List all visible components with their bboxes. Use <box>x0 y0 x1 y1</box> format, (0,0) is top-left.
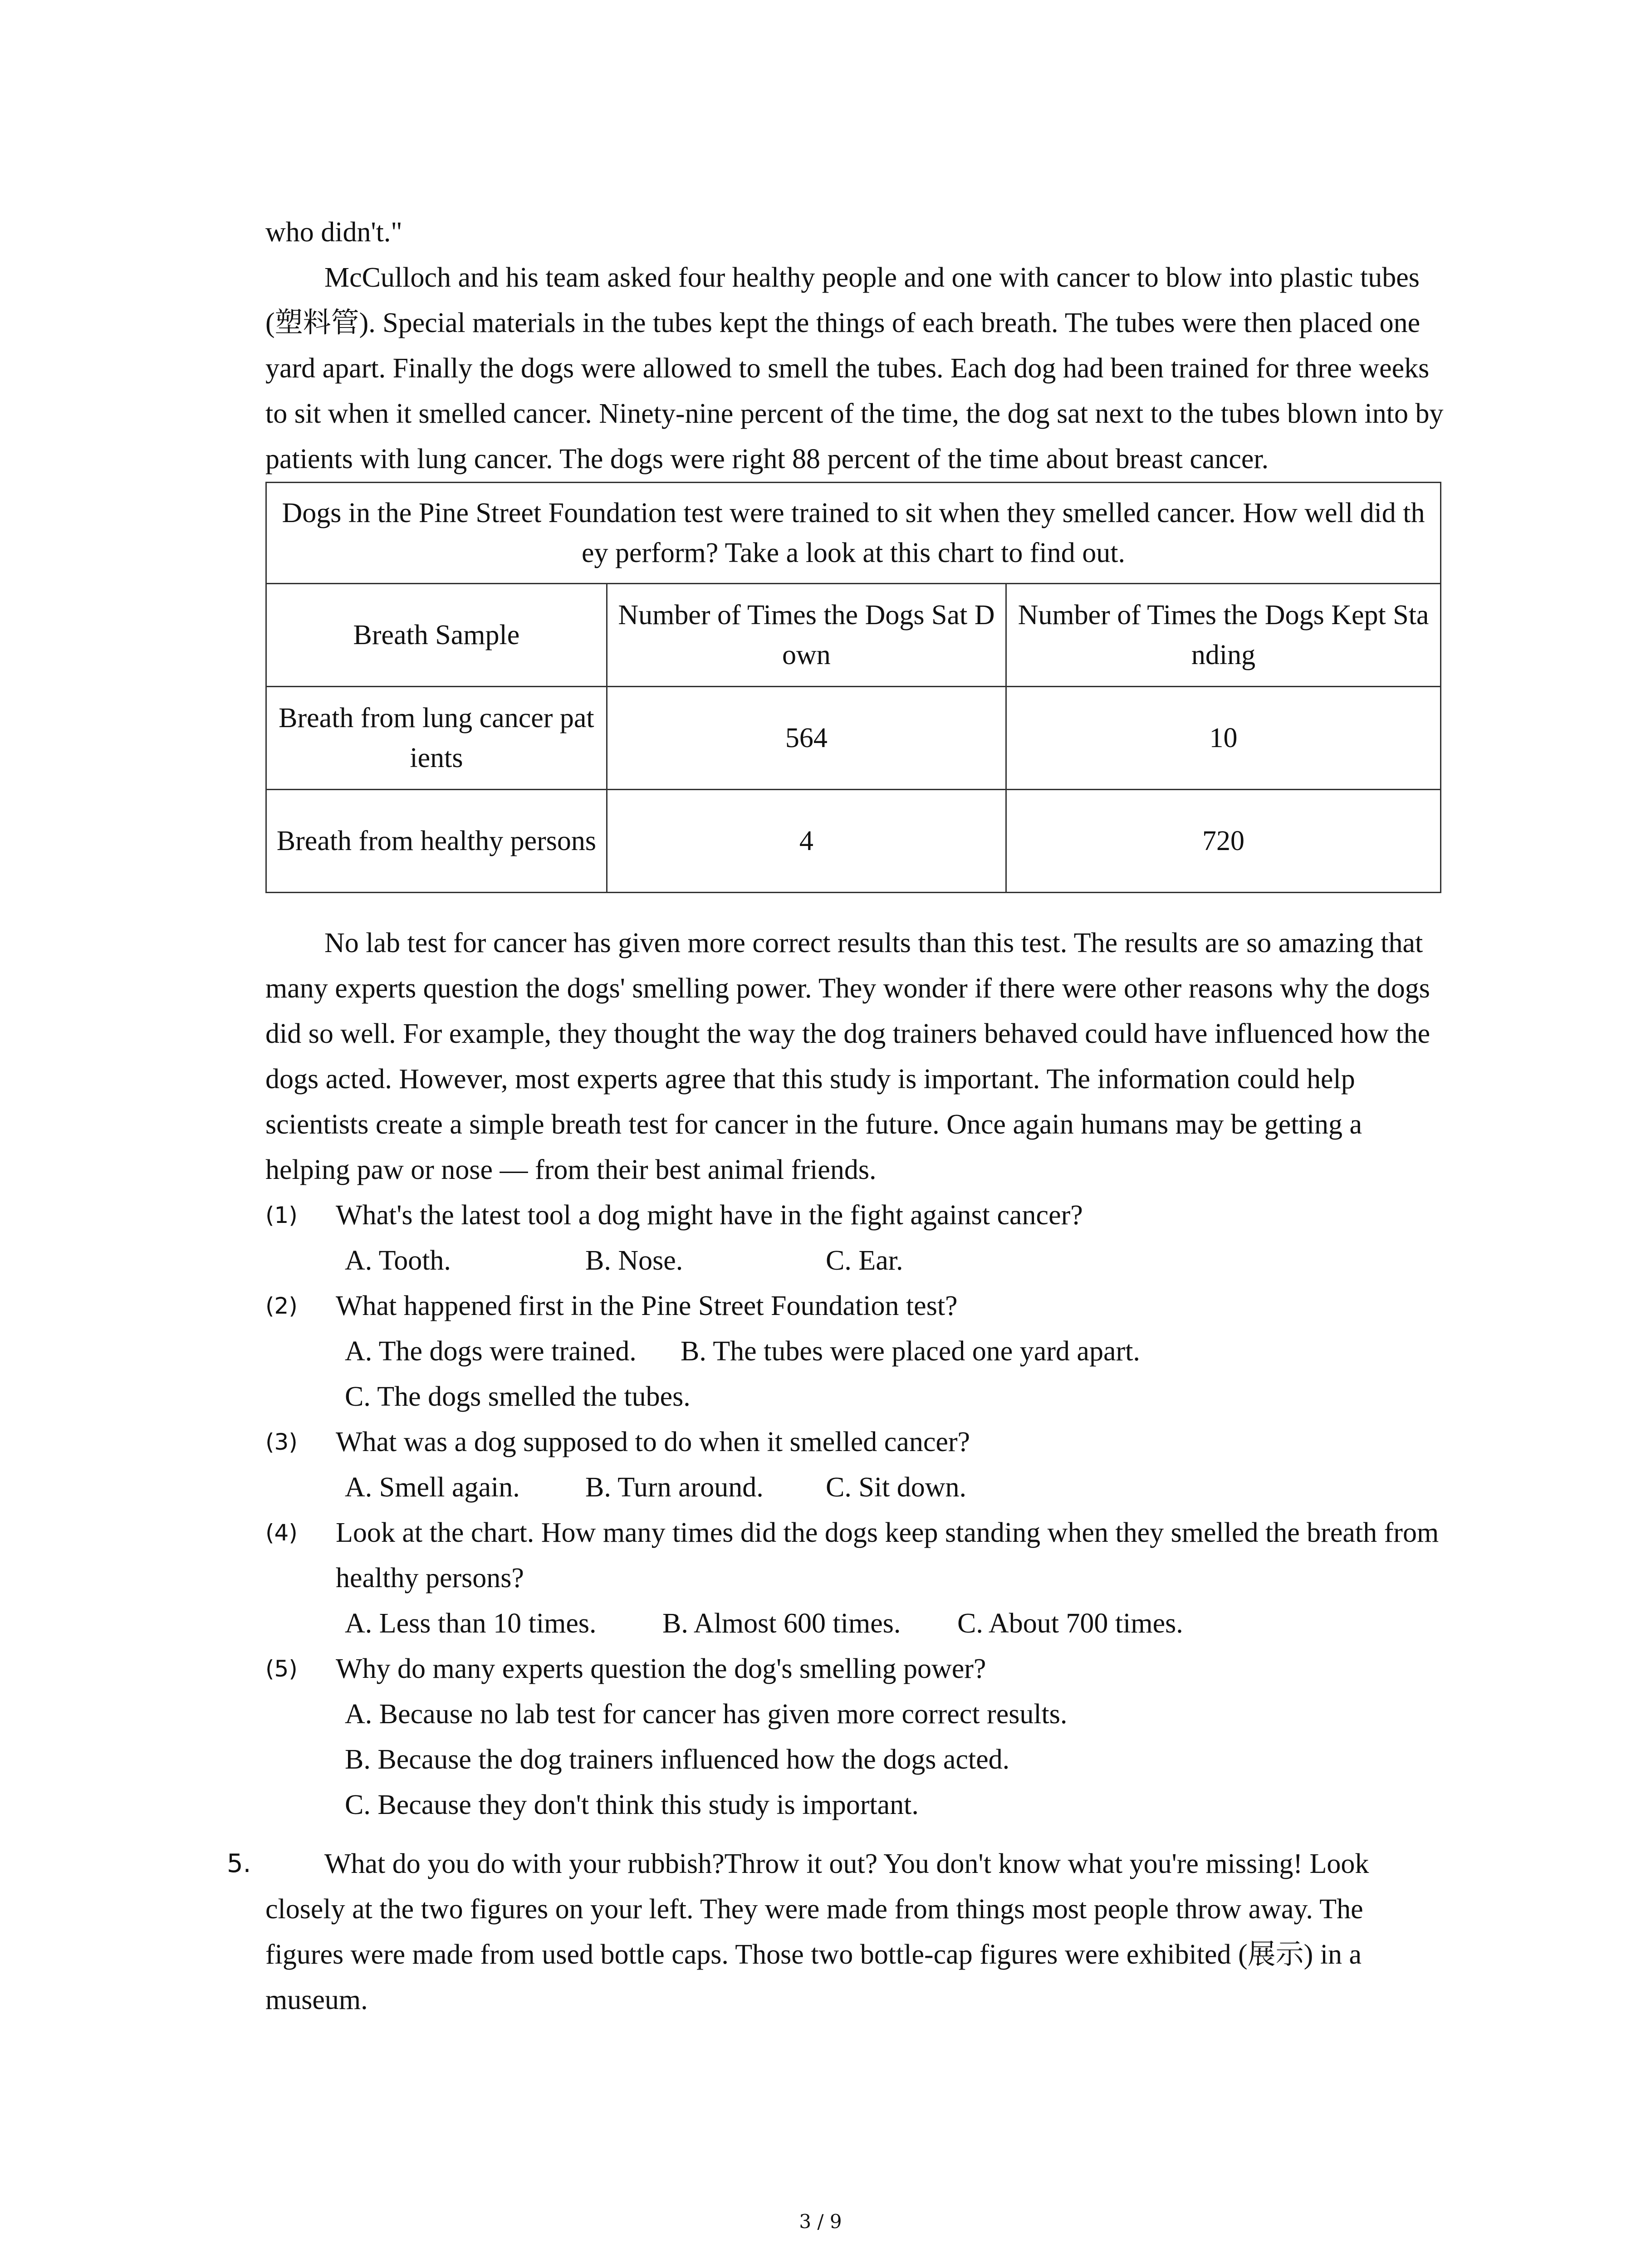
table-row <box>266 790 1441 893</box>
option-a: A. Smell again. <box>345 1472 520 1503</box>
option-b: B. Nose. <box>585 1245 683 1276</box>
paragraph-mcculloch: McCulloch and his team asked four healthy people and one with cancer to blow into plastic tubes (塑料管). Special materials in the tubes kept the things of each breath. The tubes were then placed one yard apart. Finally the dogs were allowed to smell the tubes. Each dog had been trained for three weeks to sit when it smelled cancer. Ninety-nine percent of the time, the dog sat next to the tubes blown into by patients with lung cancer. The dogs were right 88 percent of the time about breast cancer. <box>265 262 1444 474</box>
header-kept-standing: Number of Times the Dogs Kept Standing <box>1006 584 1441 687</box>
question-2-options <box>265 1329 1445 1374</box>
cell-sample: Breath from healthy persons <box>266 790 607 893</box>
question-number: (2) <box>265 1293 298 1319</box>
question-text: What was a dog supposed to do when it smelled cancer? <box>336 1427 970 1457</box>
results-table <box>265 482 1441 893</box>
cell-sat-down: 4 <box>607 790 1006 893</box>
question-2-option-c-line <box>265 1374 1445 1419</box>
option-b: B. Because the dog trainers influenced how the dogs acted. <box>345 1744 1010 1775</box>
page-number: 3 / 9 <box>799 2210 842 2233</box>
question-3-options <box>265 1465 1445 1510</box>
option-b: B. Turn around. <box>585 1472 764 1503</box>
option-a: A. The dogs were trained. <box>345 1336 637 1367</box>
cell-kept-standing: 720 <box>1006 790 1441 893</box>
option-c: C. About 700 times. <box>957 1608 1183 1639</box>
paragraph-results: No lab test for cancer has given more correct results than this test. The results are so amazing that many experts question the dogs' smelling power. They wonder if there were other reasons why the dogs did so well. For example, they thought the way the dog trainers behaved could have influenced how the dogs acted. However, most experts agree that this study is important. The information could help scientists create a simple breath test for cancer in the future. Once again humans may be getting a helping paw or nose — from their best animal friends. <box>265 928 1430 1185</box>
option-c: C. The dogs smelled the tubes. <box>345 1381 691 1412</box>
intro-tail: who didn't." <box>265 217 402 248</box>
question-number: (3) <box>265 1429 298 1455</box>
question-text: Why do many experts question the dog's smelling power? <box>336 1653 986 1684</box>
table-caption: Dogs in the Pine Street Foundation test were trained to sit when they smelled cancer. How well did they perform? Take a look at this chart to find out. <box>266 483 1441 584</box>
header-breath-sample: Breath Sample <box>266 584 607 687</box>
option-a: A. Tooth. <box>345 1245 451 1276</box>
header-sat-down: Number of Times the Dogs Sat Down <box>607 584 1006 687</box>
question-1 <box>265 1193 1445 1238</box>
question-1-options <box>265 1238 1445 1283</box>
option-b: B. Almost 600 times. <box>662 1608 901 1639</box>
question-text: What's the latest tool a dog might have in the fight against cancer? <box>336 1200 1083 1231</box>
question-4-options <box>265 1601 1445 1646</box>
option-b: B. The tubes were placed one yard apart. <box>681 1336 1140 1367</box>
passage-5-text: What do you do with your rubbish?Throw it out? You don't know what you're missing! Look closely at the two figures on your left. They were made from things most people throw away. The figures were made from used bottle caps. Those two bottle-cap figures were exhibited (展示) in a museum. <box>265 1848 1369 2015</box>
option-c: C. Ear. <box>826 1245 903 1276</box>
cell-sat-down: 564 <box>607 687 1006 790</box>
question-text: What happened first in the Pine Street Foundation test? <box>336 1290 958 1321</box>
cell-sample: Breath from lung cancer patients <box>266 687 607 790</box>
option-c: C. Because they don't think this study is important. <box>345 1789 919 1820</box>
question-5-options <box>265 1691 1445 1828</box>
table-header-row <box>266 584 1441 687</box>
item-number: 5. <box>227 1849 251 1878</box>
page-content <box>227 210 1445 2023</box>
table-row <box>266 687 1441 790</box>
question-2 <box>265 1283 1445 1329</box>
question-number: (4) <box>265 1520 298 1546</box>
option-a: A. Because no lab test for cancer has given more correct results. <box>345 1699 1068 1730</box>
question-5 <box>265 1646 1445 1691</box>
question-text: Look at the chart. How many times did the dogs keep standing when they smelled the breath from healthy persons? <box>336 1517 1439 1593</box>
cell-kept-standing: 10 <box>1006 687 1441 790</box>
option-a: A. Less than 10 times. <box>345 1608 597 1639</box>
option-c: C. Sit down. <box>826 1472 967 1503</box>
question-number: (5) <box>265 1656 298 1682</box>
question-number: (1) <box>265 1202 298 1228</box>
passage-5 <box>227 1841 1445 2023</box>
question-4 <box>265 1510 1445 1601</box>
question-3 <box>265 1419 1445 1465</box>
